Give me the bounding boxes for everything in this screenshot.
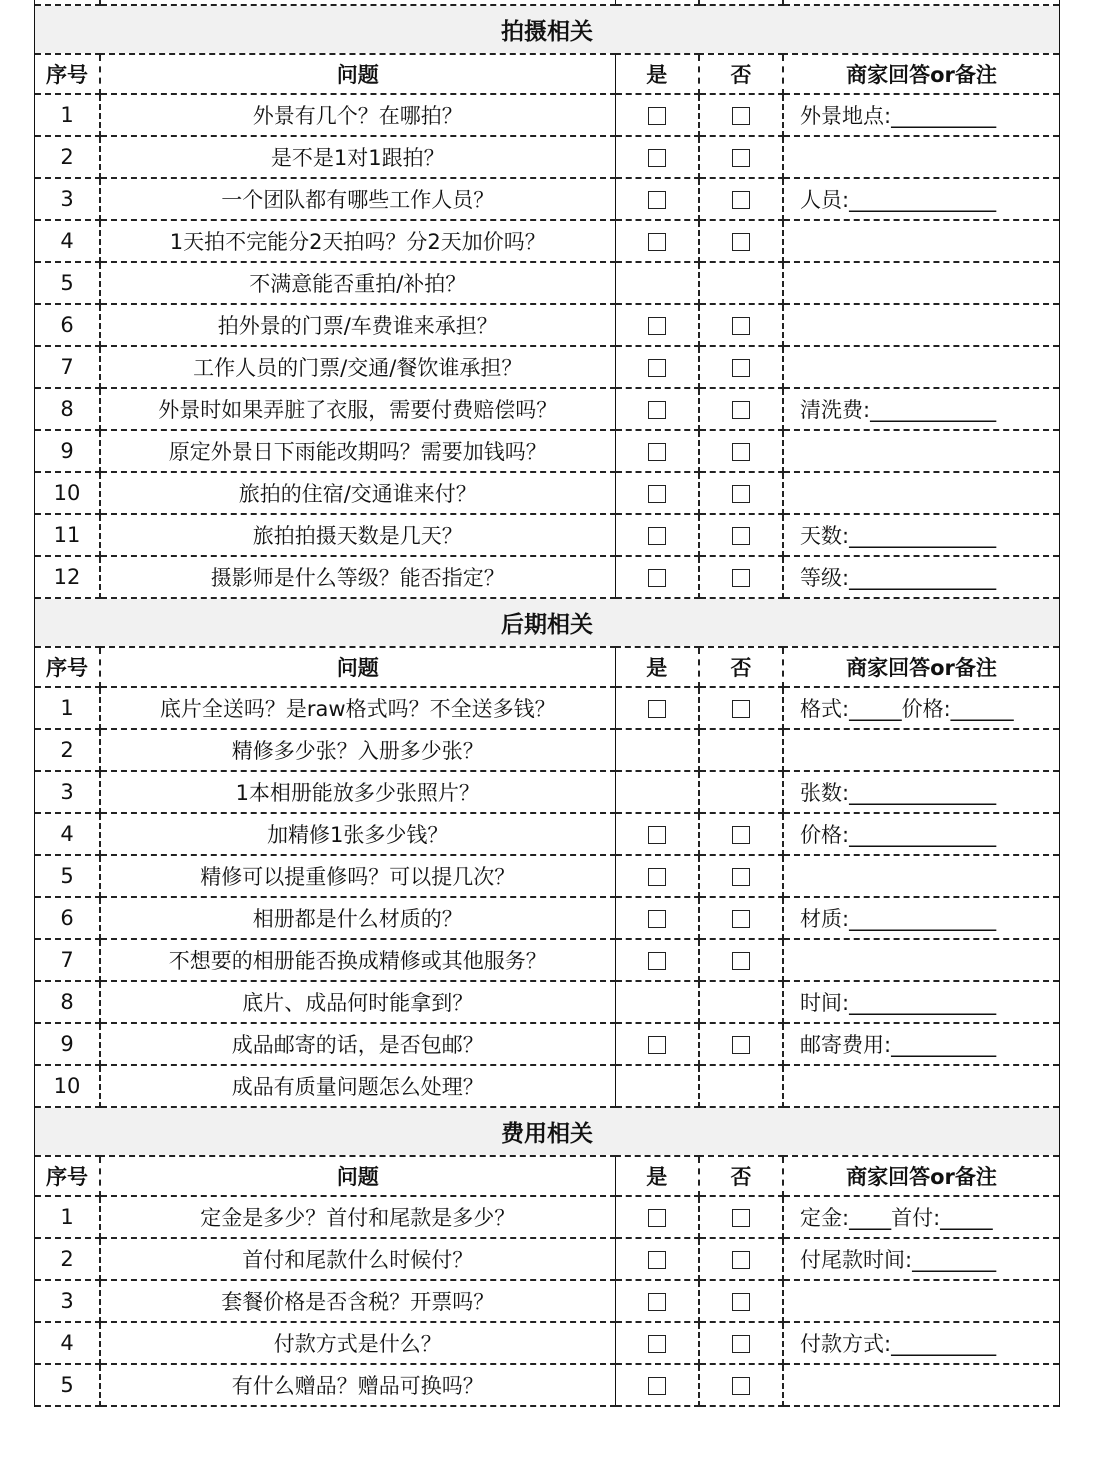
row-index: 6 <box>35 897 100 939</box>
row-index: 12 <box>35 556 100 598</box>
row-remark: 张数:______________ <box>783 771 1059 813</box>
no-cell <box>699 939 783 981</box>
row-remark <box>783 136 1059 178</box>
yes-cell <box>615 430 699 472</box>
yes-checkbox[interactable] <box>648 1251 666 1269</box>
row-index: 8 <box>35 981 100 1023</box>
column-header-question: 问题 <box>100 1156 615 1196</box>
yes-checkbox[interactable] <box>648 149 666 167</box>
row-question: 摄影师是什么等级？能否指定？ <box>100 556 615 598</box>
question-row <box>35 556 1059 598</box>
question-row <box>35 1023 1059 1065</box>
yes-checkbox[interactable] <box>648 910 666 928</box>
row-index: 3 <box>35 771 100 813</box>
yes-cell <box>615 1238 699 1280</box>
no-cell <box>699 855 783 897</box>
no-checkbox[interactable] <box>732 233 750 251</box>
no-checkbox[interactable] <box>732 1377 750 1395</box>
no-cell <box>699 556 783 598</box>
row-question: 外景时如果弄脏了衣服，需要付费赔偿吗？ <box>100 388 615 430</box>
question-row <box>35 220 1059 262</box>
row-remark <box>783 1065 1059 1107</box>
row-remark: 材质:______________ <box>783 897 1059 939</box>
row-remark: 付尾款时间:________ <box>783 1238 1059 1280</box>
no-checkbox[interactable] <box>732 149 750 167</box>
question-row <box>35 136 1059 178</box>
yes-checkbox[interactable] <box>648 317 666 335</box>
yes-cell <box>615 178 699 220</box>
yes-checkbox[interactable] <box>648 569 666 587</box>
yes-checkbox[interactable] <box>648 359 666 377</box>
question-row <box>35 981 1059 1023</box>
row-remark: 格式:_____价格:______ <box>783 687 1059 729</box>
no-cell <box>699 729 783 771</box>
section-header-row <box>35 5 1059 54</box>
row-index: 4 <box>35 220 100 262</box>
question-row <box>35 94 1059 136</box>
row-question: 首付和尾款什么时候付？ <box>100 1238 615 1280</box>
question-row <box>35 939 1059 981</box>
yes-cell <box>615 346 699 388</box>
no-cell <box>699 1196 783 1238</box>
yes-cell <box>615 855 699 897</box>
row-remark: 人员:______________ <box>783 178 1059 220</box>
row-question: 旅拍的住宿/交通谁来付？ <box>100 472 615 514</box>
no-cell <box>699 897 783 939</box>
row-question: 套餐价格是否含税？开票吗？ <box>100 1280 615 1322</box>
no-cell <box>699 813 783 855</box>
no-cell <box>699 178 783 220</box>
yes-cell <box>615 262 699 304</box>
row-remark <box>783 346 1059 388</box>
yes-cell <box>615 1364 699 1406</box>
row-index: 4 <box>35 813 100 855</box>
question-row <box>35 262 1059 304</box>
question-row <box>35 1065 1059 1107</box>
column-header-index: 序号 <box>35 54 100 94</box>
no-checkbox[interactable] <box>732 1209 750 1227</box>
yes-checkbox[interactable] <box>648 527 666 545</box>
no-cell <box>699 771 783 813</box>
row-remark <box>783 855 1059 897</box>
row-remark: 邮寄费用:__________ <box>783 1023 1059 1065</box>
yes-cell <box>615 388 699 430</box>
section-header-row <box>35 598 1059 647</box>
no-cell <box>699 981 783 1023</box>
column-header-question: 问题 <box>100 54 615 94</box>
row-question: 旅拍拍摄天数是几天？ <box>100 514 615 556</box>
no-checkbox[interactable] <box>732 485 750 503</box>
no-checkbox[interactable] <box>732 527 750 545</box>
row-index: 1 <box>35 687 100 729</box>
no-cell <box>699 1322 783 1364</box>
no-checkbox[interactable] <box>732 443 750 461</box>
row-index: 7 <box>35 346 100 388</box>
yes-cell <box>615 981 699 1023</box>
yes-cell <box>615 939 699 981</box>
no-cell <box>699 1364 783 1406</box>
no-checkbox[interactable] <box>732 1251 750 1269</box>
row-question: 不想要的相册能否换成精修或其他服务？ <box>100 939 615 981</box>
column-header-question: 问题 <box>100 647 615 687</box>
question-row <box>35 813 1059 855</box>
row-index: 2 <box>35 136 100 178</box>
row-question: 成品邮寄的话，是否包邮？ <box>100 1023 615 1065</box>
no-cell <box>699 1280 783 1322</box>
yes-cell <box>615 1322 699 1364</box>
no-cell <box>699 430 783 472</box>
no-checkbox[interactable] <box>732 317 750 335</box>
row-remark <box>783 939 1059 981</box>
row-index: 10 <box>35 1065 100 1107</box>
no-cell <box>699 687 783 729</box>
yes-cell <box>615 136 699 178</box>
yes-checkbox[interactable] <box>648 1377 666 1395</box>
row-question: 1天拍不完能分2天拍吗？分2天加价吗？ <box>100 220 615 262</box>
yes-cell <box>615 304 699 346</box>
yes-cell <box>615 1196 699 1238</box>
yes-cell <box>615 897 699 939</box>
row-remark <box>783 729 1059 771</box>
column-header-remark: 商家回答or备注 <box>783 54 1059 94</box>
row-question: 定金是多少？首付和尾款是多少？ <box>100 1196 615 1238</box>
no-cell <box>699 136 783 178</box>
row-question: 成品有质量问题怎么处理？ <box>100 1065 615 1107</box>
row-remark <box>783 472 1059 514</box>
question-row <box>35 388 1059 430</box>
no-checkbox[interactable] <box>732 401 750 419</box>
column-header-yes: 是 <box>615 54 699 94</box>
no-cell <box>699 262 783 304</box>
no-checkbox[interactable] <box>732 359 750 377</box>
no-cell <box>699 472 783 514</box>
row-question: 拍外景的门票/车费谁来承担？ <box>100 304 615 346</box>
question-row <box>35 729 1059 771</box>
column-header-yes: 是 <box>615 647 699 687</box>
row-remark: 时间:______________ <box>783 981 1059 1023</box>
row-index: 10 <box>35 472 100 514</box>
no-checkbox[interactable] <box>732 868 750 886</box>
question-row <box>35 1322 1059 1364</box>
yes-cell <box>615 729 699 771</box>
yes-checkbox[interactable] <box>648 1036 666 1054</box>
yes-cell <box>615 220 699 262</box>
row-remark: 等级:______________ <box>783 556 1059 598</box>
no-checkbox[interactable] <box>732 1335 750 1353</box>
row-remark: 外景地点:__________ <box>783 94 1059 136</box>
column-header-row <box>35 1156 1059 1196</box>
row-index: 7 <box>35 939 100 981</box>
row-remark: 价格:______________ <box>783 813 1059 855</box>
no-cell <box>699 304 783 346</box>
yes-cell <box>615 1065 699 1107</box>
no-checkbox[interactable] <box>732 1036 750 1054</box>
row-remark: 定金:____首付:_____ <box>783 1196 1059 1238</box>
row-index: 11 <box>35 514 100 556</box>
column-header-no: 否 <box>699 1156 783 1196</box>
row-remark <box>783 1280 1059 1322</box>
row-question: 不满意能否重拍/补拍？ <box>100 262 615 304</box>
row-index: 5 <box>35 262 100 304</box>
section-title: 后期相关 <box>35 598 1059 647</box>
question-sheet <box>34 0 1060 1407</box>
row-index: 2 <box>35 729 100 771</box>
column-header-row <box>35 54 1059 94</box>
no-cell <box>699 220 783 262</box>
column-header-row <box>35 647 1059 687</box>
no-checkbox[interactable] <box>732 700 750 718</box>
section-title: 拍摄相关 <box>35 5 1059 54</box>
no-checkbox[interactable] <box>732 191 750 209</box>
yes-checkbox[interactable] <box>648 401 666 419</box>
no-checkbox[interactable] <box>732 952 750 970</box>
no-cell <box>699 388 783 430</box>
question-row <box>35 687 1059 729</box>
question-row <box>35 855 1059 897</box>
column-header-no: 否 <box>699 647 783 687</box>
column-header-remark: 商家回答or备注 <box>783 647 1059 687</box>
row-remark: 付款方式:__________ <box>783 1322 1059 1364</box>
column-header-no: 否 <box>699 54 783 94</box>
yes-cell <box>615 813 699 855</box>
row-question: 1本相册能放多少张照片？ <box>100 771 615 813</box>
no-cell <box>699 346 783 388</box>
question-row <box>35 897 1059 939</box>
yes-checkbox[interactable] <box>648 700 666 718</box>
row-index: 9 <box>35 1023 100 1065</box>
row-remark <box>783 304 1059 346</box>
no-cell <box>699 1065 783 1107</box>
row-index: 6 <box>35 304 100 346</box>
row-remark <box>783 1364 1059 1406</box>
column-header-index: 序号 <box>35 647 100 687</box>
question-row <box>35 346 1059 388</box>
row-index: 4 <box>35 1322 100 1364</box>
row-question: 精修多少张？入册多少张？ <box>100 729 615 771</box>
column-header-remark: 商家回答or备注 <box>783 1156 1059 1196</box>
row-question: 付款方式是什么？ <box>100 1322 615 1364</box>
row-remark <box>783 430 1059 472</box>
no-checkbox[interactable] <box>732 569 750 587</box>
no-checkbox[interactable] <box>732 826 750 844</box>
row-question: 加精修1张多少钱？ <box>100 813 615 855</box>
row-question: 底片全送吗？是raw格式吗？不全送多钱？ <box>100 687 615 729</box>
row-question: 外景有几个？在哪拍？ <box>100 94 615 136</box>
row-index: 3 <box>35 178 100 220</box>
no-checkbox[interactable] <box>732 910 750 928</box>
yes-cell <box>615 472 699 514</box>
row-index: 3 <box>35 1280 100 1322</box>
row-remark: 清洗费:____________ <box>783 388 1059 430</box>
row-question: 一个团队都有哪些工作人员？ <box>100 178 615 220</box>
yes-cell <box>615 94 699 136</box>
no-cell <box>699 1023 783 1065</box>
question-row <box>35 472 1059 514</box>
question-row <box>35 1364 1059 1406</box>
yes-checkbox[interactable] <box>648 1335 666 1353</box>
question-row <box>35 771 1059 813</box>
row-remark <box>783 262 1059 304</box>
question-row <box>35 304 1059 346</box>
yes-cell <box>615 771 699 813</box>
row-question: 相册都是什么材质的？ <box>100 897 615 939</box>
column-header-index: 序号 <box>35 1156 100 1196</box>
yes-checkbox[interactable] <box>648 485 666 503</box>
yes-checkbox[interactable] <box>648 952 666 970</box>
yes-cell <box>615 687 699 729</box>
yes-checkbox[interactable] <box>648 191 666 209</box>
yes-cell <box>615 1023 699 1065</box>
row-question: 底片、成品何时能拿到？ <box>100 981 615 1023</box>
yes-cell <box>615 556 699 598</box>
yes-cell <box>615 514 699 556</box>
row-index: 5 <box>35 1364 100 1406</box>
row-question: 工作人员的门票/交通/餐饮谁承担？ <box>100 346 615 388</box>
question-row <box>35 514 1059 556</box>
row-index: 8 <box>35 388 100 430</box>
section-title: 费用相关 <box>35 1107 1059 1156</box>
question-row <box>35 1196 1059 1238</box>
row-remark <box>783 220 1059 262</box>
row-index: 1 <box>35 1196 100 1238</box>
no-cell <box>699 94 783 136</box>
row-question: 有什么赠品？赠品可换吗？ <box>100 1364 615 1406</box>
row-question: 原定外景日下雨能改期吗？需要加钱吗？ <box>100 430 615 472</box>
row-index: 5 <box>35 855 100 897</box>
question-row <box>35 430 1059 472</box>
row-question: 精修可以提重修吗？可以提几次？ <box>100 855 615 897</box>
row-index: 9 <box>35 430 100 472</box>
no-checkbox[interactable] <box>732 107 750 125</box>
checklist-table <box>35 0 1059 1407</box>
question-row <box>35 178 1059 220</box>
question-row <box>35 1238 1059 1280</box>
yes-cell <box>615 1280 699 1322</box>
yes-checkbox[interactable] <box>648 826 666 844</box>
row-index: 1 <box>35 94 100 136</box>
row-question: 是不是1对1跟拍？ <box>100 136 615 178</box>
no-cell <box>699 514 783 556</box>
yes-checkbox[interactable] <box>648 443 666 461</box>
no-cell <box>699 1238 783 1280</box>
yes-checkbox[interactable] <box>648 868 666 886</box>
row-index: 2 <box>35 1238 100 1280</box>
no-checkbox[interactable] <box>732 1293 750 1311</box>
yes-checkbox[interactable] <box>648 1209 666 1227</box>
section-header-row <box>35 1107 1059 1156</box>
yes-checkbox[interactable] <box>648 1293 666 1311</box>
yes-checkbox[interactable] <box>648 107 666 125</box>
question-row <box>35 1280 1059 1322</box>
yes-checkbox[interactable] <box>648 233 666 251</box>
checklist-body <box>35 0 1059 1406</box>
row-remark: 天数:______________ <box>783 514 1059 556</box>
column-header-yes: 是 <box>615 1156 699 1196</box>
